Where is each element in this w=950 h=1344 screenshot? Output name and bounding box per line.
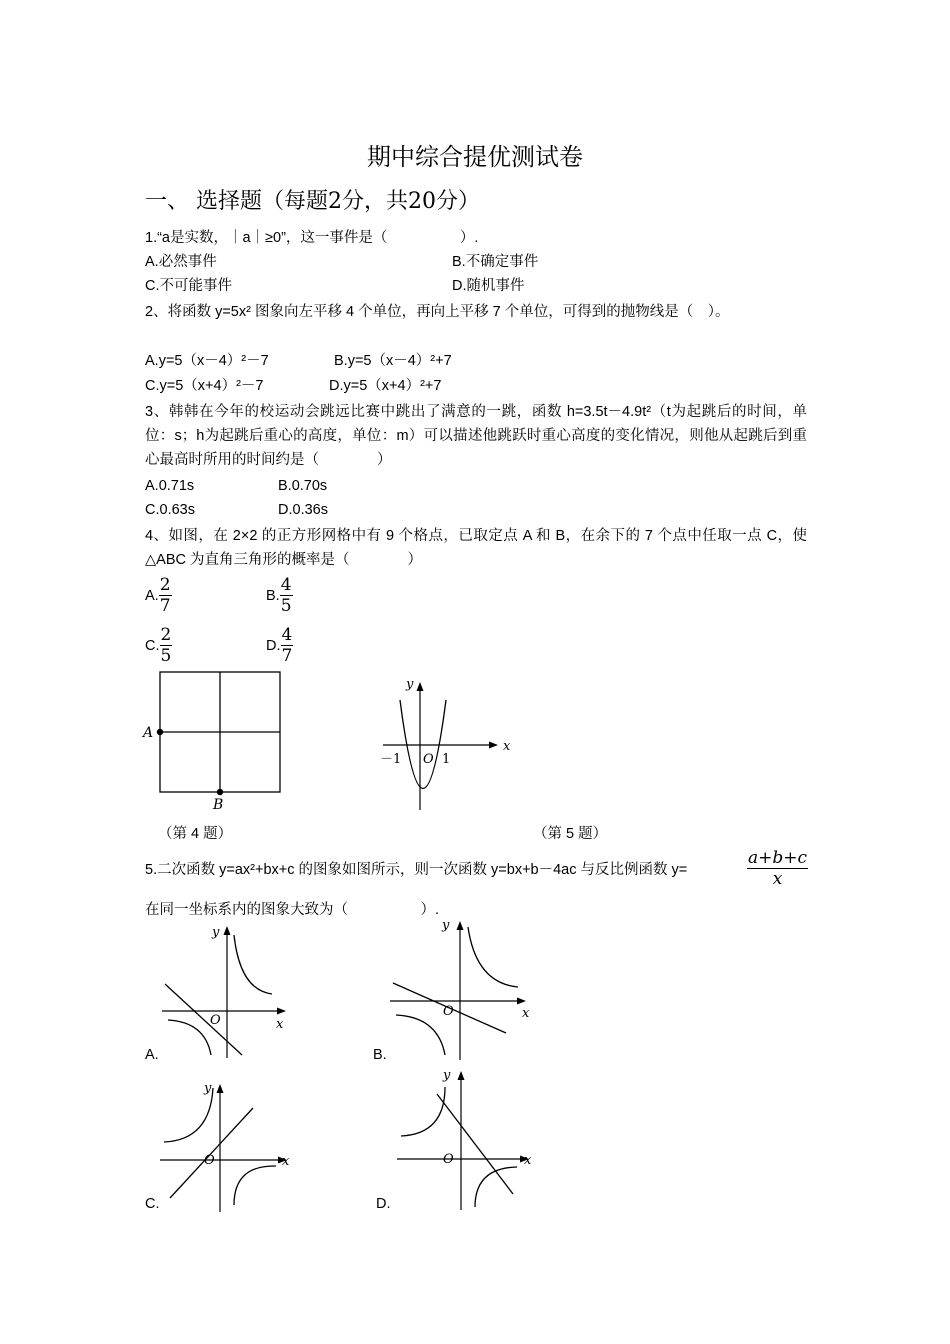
graph-d-origin-label: O (443, 1152, 454, 1167)
q4-option-a (145, 575, 172, 616)
point-b-dot (217, 789, 223, 795)
graph-d-x-label: x (524, 1153, 532, 1168)
q3-option-b: B.0.70s (278, 478, 328, 494)
fig5-origin-label: O (423, 752, 434, 767)
graph-c-y-label: y (204, 1081, 212, 1096)
point-a-dot (157, 729, 163, 735)
graph-b-x-arrow-icon (517, 998, 526, 1005)
graph-a-y-label: y (212, 925, 220, 940)
graph-b-origin-label: O (443, 1004, 454, 1019)
graph-b-y-arrow-icon (457, 921, 464, 930)
q5-fraction-den: x (772, 869, 783, 889)
q5-option-d-label: D. (376, 1196, 391, 1212)
q4-option-a-den: 7 (159, 596, 171, 616)
point-b-label: B (213, 797, 224, 813)
graph-c-x-label: x (282, 1154, 290, 1169)
q4-option-a-num: 2 (159, 575, 171, 595)
graph-a-origin-label: O (210, 1013, 221, 1028)
graph-b-hyperbola-upper (468, 927, 518, 987)
graph-b-x-label: x (522, 1006, 530, 1021)
q3-option-a: A.0.71s (145, 478, 195, 494)
graph-a-hyperbola-lower (168, 1020, 211, 1055)
q1-option-c: C.不可能事件 (145, 278, 232, 294)
page-title: 期中综合提优测试卷 (367, 143, 583, 171)
graph-c-origin-label: O (204, 1153, 215, 1168)
fig5-neg-one-label: －1 (380, 752, 402, 767)
q5-caption: （第 5 题） (533, 826, 608, 842)
q5-parabola-figure (378, 672, 518, 814)
q4-option-d (266, 625, 293, 666)
q5-graph-a (160, 920, 290, 1060)
q4-stem: 4、如图，在 2×2 的正方形网格中有 9 个格点，已取定点 A 和 B，在余下的 7 个点中任取一点 C，使△ABC 为直角三角形的概率是（ ） (145, 528, 807, 568)
q3-option-c: C.0.63s (145, 502, 195, 518)
q4-option-c-label: C. (145, 637, 160, 654)
q3-stem: 3、韩韩在今年的校运动会跳远比赛中跳出了满意的一跳，函数 h=3.5t－4.9t²（t为起跳后的时间，单位：s；h为起跳后重心的高度，单位：m）可以描述他跳跃时重心高度的变化情况，则他从起跳后到重心最高时所用的时间约是（ ） (145, 404, 807, 468)
q4-option-a-label: A. (145, 587, 159, 604)
q4-option-d-num: 4 (281, 625, 293, 645)
q4-option-b-label: B. (266, 587, 280, 604)
graph-d-y-label: y (443, 1068, 451, 1083)
y-axis-arrow-icon (417, 682, 424, 691)
graph-d-y-arrow-icon (458, 1071, 465, 1080)
graph-a-hyperbola-upper (234, 935, 272, 994)
q5-option-c-label: C. (145, 1196, 160, 1212)
graph-b-hyperbola-lower (396, 1015, 445, 1055)
q5-graph-c (158, 1070, 298, 1215)
fig5-x-label: x (503, 739, 511, 754)
q5-fraction (747, 848, 808, 889)
q1-option-b: B.不确定事件 (452, 254, 539, 270)
q3-option-d: D.0.36s (278, 502, 328, 518)
q4-option-d-den: 7 (281, 646, 293, 666)
q1-option-d: D.随机事件 (452, 278, 525, 294)
q2-option-b: B.y=5（x－4）²+7 (334, 353, 452, 369)
q1-option-a: A.必然事件 (145, 254, 217, 270)
graph-d-hyperbola-upper (401, 1087, 445, 1136)
q4-option-d-label: D. (266, 637, 281, 654)
q5-stem-before: 5.二次函数 y=ax²+bx+c 的图象如图所示，则一次函数 y=bx+b－4ac 与反比例函数 y= (145, 862, 688, 878)
q2-option-d: D.y=5（x+4）²+7 (329, 378, 442, 394)
q5-option-b-label: B. (373, 1047, 387, 1063)
q5-graph-b (388, 915, 538, 1065)
graph-a-y-arrow-icon (224, 926, 231, 935)
q4-option-b-num: 4 (280, 575, 292, 595)
graph-b-y-label: y (442, 918, 450, 933)
parabola-curve (400, 700, 446, 789)
point-a-label: A (143, 725, 154, 741)
graph-c-y-arrow-icon (217, 1084, 224, 1093)
q2-option-a: A.y=5（x－4）²－7 (145, 353, 269, 369)
graph-c-hyperbola-lower (234, 1166, 276, 1205)
section-heading: 一、 选择题（每题2分，共20分） (145, 189, 480, 214)
q4-option-c-den: 5 (160, 646, 172, 666)
q4-grid-figure (138, 665, 298, 815)
q4-option-b-den: 5 (280, 596, 292, 616)
graph-a-line (165, 984, 242, 1055)
graph-d-hyperbola-lower (475, 1167, 517, 1207)
fig5-one-label: 1 (442, 752, 451, 767)
q4-option-c-num: 2 (160, 625, 172, 645)
q4-option-b (266, 575, 293, 616)
fig5-y-label: y (406, 677, 414, 692)
q4-option-c (145, 625, 172, 666)
graph-c-hyperbola-upper (164, 1088, 213, 1142)
x-axis-arrow-icon (489, 742, 498, 749)
q2-option-c: C.y=5（x+4）²－7 (145, 378, 264, 394)
graph-d-line (437, 1094, 513, 1194)
q2-stem: 2、将函数 y=5x² 图象向左平移 4 个单位，再向上平移 7 个单位，可得到的抛物线是（ ）。 (145, 304, 730, 320)
q1-stem: 1.“a是实数，｜a｜≥0”，这一事件是（ ）. (145, 230, 479, 246)
q5-fraction-num: a+b+c (748, 848, 808, 868)
graph-a-x-label: x (276, 1017, 284, 1032)
q5-stem-after: 在同一坐标系内的图象大致为（ ）. (145, 902, 440, 918)
q5-graph-d (395, 1062, 540, 1212)
q5-option-a-label: A. (145, 1047, 159, 1063)
graph-a-x-arrow-icon (277, 1008, 286, 1015)
q4-caption: （第 4 题） (158, 826, 233, 842)
